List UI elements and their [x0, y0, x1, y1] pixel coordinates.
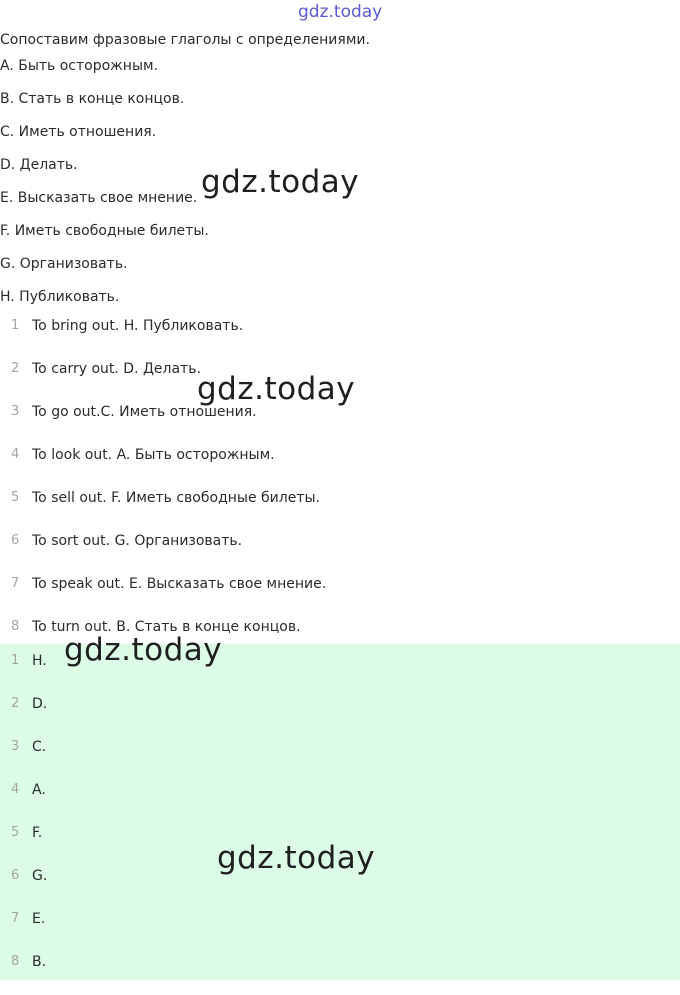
match-item: [0, 531, 680, 574]
answer-text: B.: [32, 954, 47, 970]
item-number: 8: [11, 954, 20, 969]
watermark: gdz.today: [217, 840, 376, 876]
definitions-list: [0, 57, 209, 321]
item-number: 7: [11, 576, 20, 591]
item-number: 6: [11, 868, 20, 883]
definition-item: H. Публиковать.: [0, 289, 120, 305]
answers-panel: [0, 644, 680, 980]
match-item: [0, 316, 680, 359]
answer-item: [0, 823, 47, 866]
header-watermark: gdz.today: [298, 2, 383, 22]
definition-item: A. Быть осторожным.: [0, 58, 159, 74]
match-item: [0, 445, 680, 488]
answer-text: E.: [32, 911, 46, 927]
match-text: To sort out. G. Организовать.: [32, 533, 243, 549]
answer-item: [0, 952, 47, 995]
match-item: [0, 574, 680, 617]
item-number: 3: [11, 404, 20, 419]
watermark: gdz.today: [197, 371, 356, 407]
answer-text: H.: [32, 653, 47, 669]
answer-item: [0, 694, 47, 737]
definition-item: F. Иметь свободные билеты.: [0, 223, 209, 239]
answer-text: F.: [32, 825, 43, 841]
match-text: To speak out. E. Высказать свое мнение.: [32, 576, 327, 592]
intro-text: Сопоставим фразовые глаголы с определениями.: [0, 32, 370, 48]
match-text: To sell out. F. Иметь свободные билеты.: [32, 490, 320, 506]
item-number: 6: [11, 533, 20, 548]
answer-text: D.: [32, 696, 48, 712]
match-item: [0, 488, 680, 531]
match-text: To look out. A. Быть осторожным.: [32, 447, 275, 463]
answer-item: [0, 737, 47, 780]
answer-text: A.: [32, 782, 46, 798]
match-item: [0, 402, 680, 445]
item-number: 2: [11, 361, 20, 376]
item-number: 3: [11, 739, 20, 754]
definition-item: D. Делать.: [0, 157, 78, 173]
answer-text: C.: [32, 739, 47, 755]
answers-list: [0, 651, 47, 995]
definition-item: C. Иметь отношения.: [0, 124, 157, 140]
item-number: 4: [11, 782, 20, 797]
item-number: 5: [11, 490, 20, 505]
item-number: 7: [11, 911, 20, 926]
answer-item: [0, 866, 47, 909]
item-number: 1: [11, 318, 20, 333]
matches-list: [0, 316, 680, 660]
item-number: 8: [11, 619, 20, 634]
item-number: 1: [11, 653, 20, 668]
answer-item: [0, 651, 47, 694]
item-number: 5: [11, 825, 20, 840]
definition-item: B. Стать в конце концов.: [0, 91, 185, 107]
answer-item: [0, 909, 47, 952]
watermark: gdz.today: [64, 632, 223, 668]
match-text: To carry out. D. Делать.: [32, 361, 201, 377]
watermark: gdz.today: [201, 164, 360, 200]
definition-item: G. Организовать.: [0, 256, 128, 272]
definition-item: E. Высказать свое мнение.: [0, 190, 198, 206]
answer-text: G.: [32, 868, 48, 884]
answer-item: [0, 780, 47, 823]
item-number: 2: [11, 696, 20, 711]
match-text: To bring out. H. Публиковать.: [32, 318, 244, 334]
item-number: 4: [11, 447, 20, 462]
match-text: To turn out. B. Стать в конце концов.: [32, 619, 301, 635]
match-text: To go out.C. Иметь отношения.: [32, 404, 257, 420]
